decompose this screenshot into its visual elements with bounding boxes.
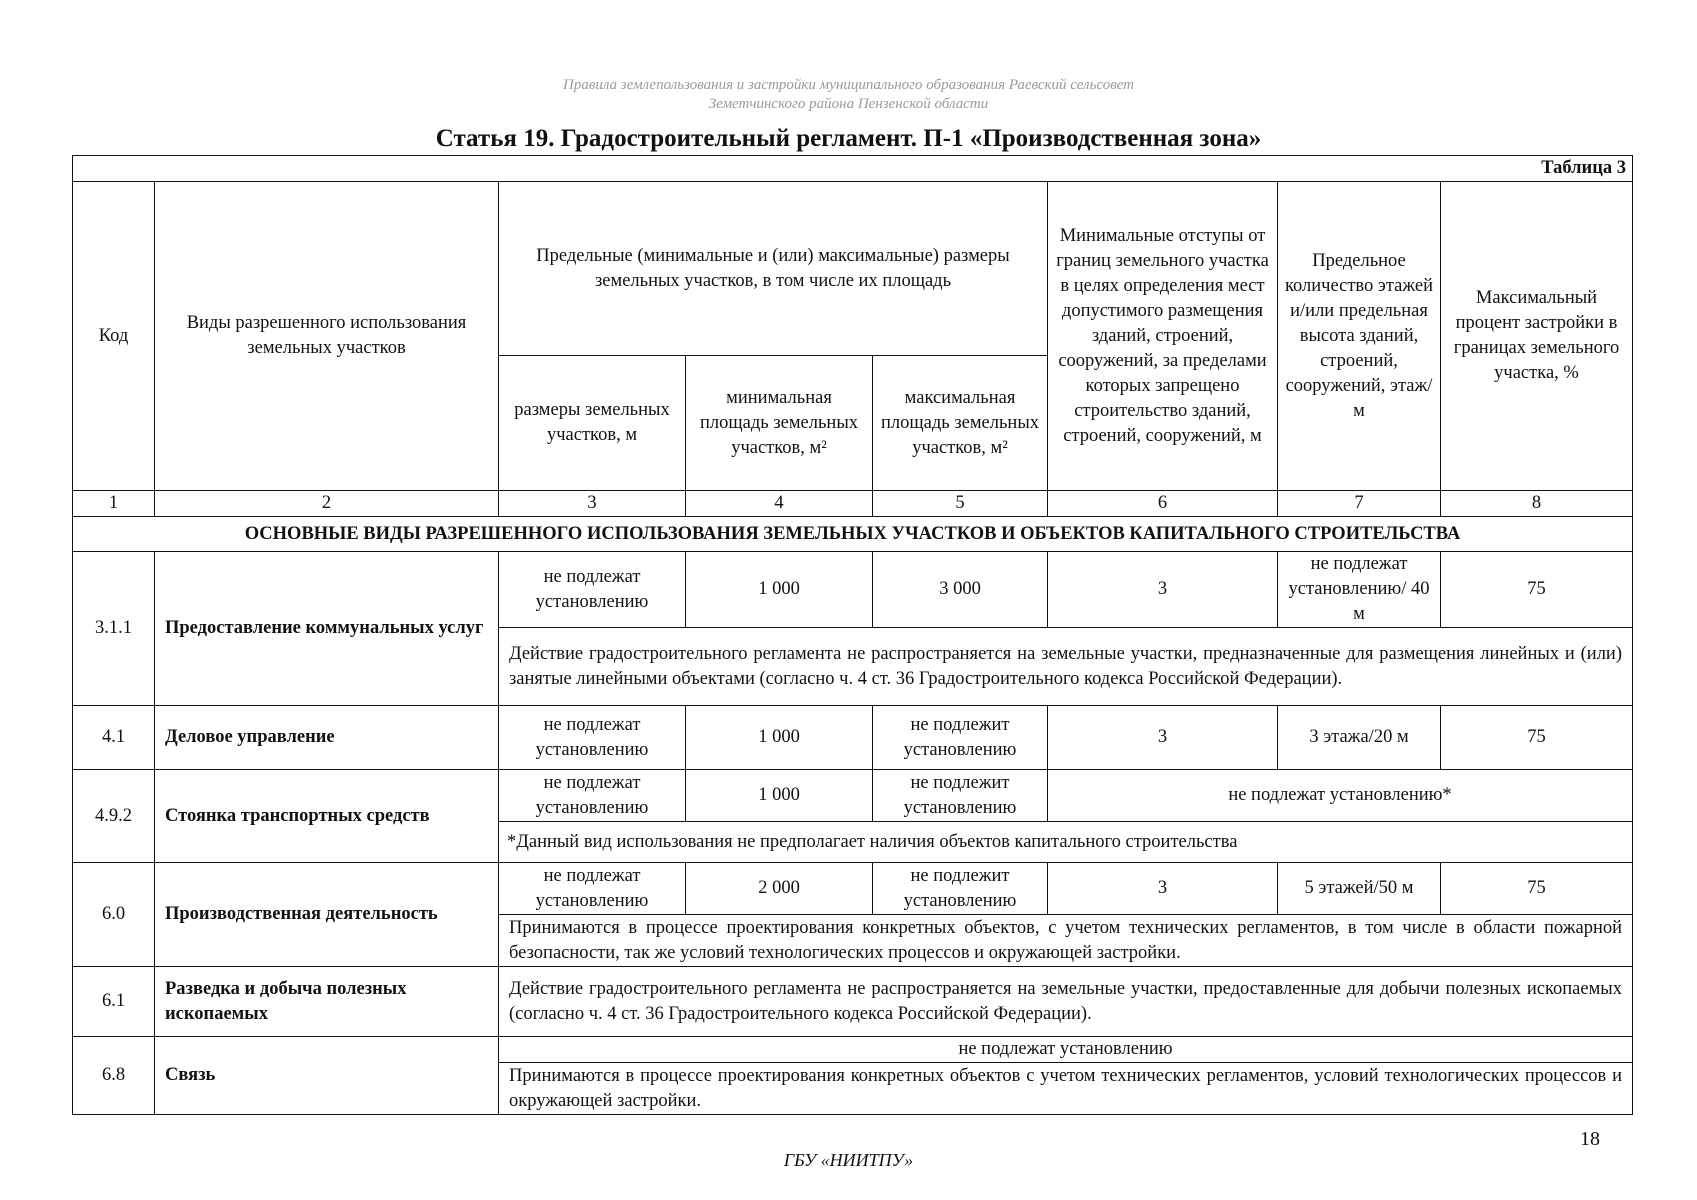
column-number: 2: [155, 491, 499, 517]
cell-max-area: не подлежит установлению: [873, 706, 1048, 770]
column-number: 5: [873, 491, 1048, 517]
cell-min-area: 1 000: [686, 770, 873, 822]
cell-floors: не подлежат установлению/ 40 м: [1278, 552, 1441, 628]
cell-sizes: не подлежат установлению: [499, 863, 686, 915]
cell-percent: 75: [1441, 863, 1633, 915]
column-number: 7: [1278, 491, 1441, 517]
row-note: Действие градостроительного регламента не распространяется на земельные участки, предоставленные для добычи полезных ископаемых (согласно ч. 4 ст. 36 Градостроительного кодекса Российской Федерации).: [499, 967, 1633, 1037]
header-max-area: максимальная площадь земельных участков, м²: [873, 356, 1048, 491]
article-title: Статья 19. Градостроительный регламент. П-1 «Производственная зона»: [435, 125, 1262, 152]
row-note: Принимаются в процессе проектирования конкретных объектов с учетом технических регламентов, условий технологических процессов и окружающей застройки.: [499, 1063, 1633, 1115]
row-note: Действие градостроительного регламента не распространяется на земельные участки, предназначенные для размещения линейных и (или) занятые линейными объектами (согласно ч. 4 ст. 36 Градостроительного кодекса Российской Федерации).: [499, 628, 1633, 706]
column-number: 4: [686, 491, 873, 517]
table-row: [73, 967, 1633, 1037]
table-row: [73, 552, 1633, 628]
row-code: 3.1.1: [73, 552, 155, 706]
row-note: *Данный вид использования не предполагает наличия объектов капитального строительства: [499, 822, 1633, 863]
row-code: 4.9.2: [73, 770, 155, 863]
column-number: 3: [499, 491, 686, 517]
column-number-row: [73, 491, 1633, 517]
page-number: 18: [1580, 1128, 1600, 1150]
cell-percent: 75: [1441, 552, 1633, 628]
row-code: 6.1: [73, 967, 155, 1037]
table-row: [73, 1037, 1633, 1063]
header-sizes: размеры земельных участков, м: [499, 356, 686, 491]
cell-sizes: не подлежат установлению: [499, 706, 686, 770]
cell-merged: не подлежат установлению*: [1048, 770, 1633, 822]
row-name: Деловое управление: [155, 706, 499, 770]
row-name: Стоянка транспортных средств: [155, 770, 499, 863]
table-row: [73, 863, 1633, 915]
row-code: 6.0: [73, 863, 155, 967]
cell-max-area: 3 000: [873, 552, 1048, 628]
header-code: Код: [73, 182, 155, 491]
column-number: 8: [1441, 491, 1633, 517]
cell-max-area: не подлежит установлению: [873, 770, 1048, 822]
regulation-table: [72, 155, 1633, 1115]
cell-sizes: не подлежат установлению: [499, 552, 686, 628]
row-name: Предоставление коммунальных услуг: [155, 552, 499, 706]
cell-percent: 75: [1441, 706, 1633, 770]
cell-setback: 3: [1048, 863, 1278, 915]
section-heading: ОСНОВНЫЕ ВИДЫ РАЗРЕШЕННОГО ИСПОЛЬЗОВАНИЯ ЗЕМЕЛЬНЫХ УЧАСТКОВ И ОБЪЕКТОВ КАПИТАЛЬНОГО СТРОИТЕЛЬСТВА: [73, 517, 1633, 552]
header-limits: Предельные (минимальные и (или) максимальные) размеры земельных участков, в том числе их площадь: [499, 182, 1048, 356]
table-row: [73, 770, 1633, 822]
cell-min-area: 2 000: [686, 863, 873, 915]
running-header-line1: Правила землепользования и застройки муниципального образования Раевский сельсовет: [562, 77, 1135, 93]
header-min-area: минимальная площадь земельных участков, м²: [686, 356, 873, 491]
running-header-line2: Земетчинского района Пензенской области: [708, 96, 989, 112]
row-name: Производственная деятельность: [155, 863, 499, 967]
row-code: 6.8: [73, 1037, 155, 1115]
header-floors: Предельное количество этажей и/или предельная высота зданий, строений, сооружений, этаж/м: [1278, 182, 1441, 491]
row-name: Связь: [155, 1037, 499, 1115]
header-setbacks: Минимальные отступы от границ земельного участка в целях определения мест допустимого размещения зданий, строений, сооружений, за пределами которых запрещено строительство зданий, строений, сооружений, м: [1048, 182, 1278, 491]
cell-merged: не подлежат установлению: [499, 1037, 1633, 1063]
header-types: Виды разрешенного использования земельных участков: [155, 182, 499, 491]
row-code: 4.1: [73, 706, 155, 770]
cell-max-area: не подлежит установлению: [873, 863, 1048, 915]
table-row: [73, 706, 1633, 770]
footer-organization: ГБУ «НИИТПУ»: [783, 1150, 914, 1170]
row-name: Разведка и добыча полезных ископаемых: [155, 967, 499, 1037]
column-number: 1: [73, 491, 155, 517]
cell-sizes: не подлежат установлению: [499, 770, 686, 822]
column-number: 6: [1048, 491, 1278, 517]
cell-setback: 3: [1048, 706, 1278, 770]
header-max-percent: Максимальный процент застройки в границах земельного участка, %: [1441, 182, 1633, 491]
cell-min-area: 1 000: [686, 552, 873, 628]
cell-floors: 5 этажей/50 м: [1278, 863, 1441, 915]
row-note: Принимаются в процессе проектирования конкретных объектов, с учетом технических регламентов, в том числе в области пожарной безопасности, так же условий технологических процессов и окружающей застройки.: [499, 915, 1633, 967]
cell-min-area: 1 000: [686, 706, 873, 770]
cell-setback: 3: [1048, 552, 1278, 628]
table-caption: Таблица 3: [73, 156, 1633, 182]
cell-floors: 3 этажа/20 м: [1278, 706, 1441, 770]
